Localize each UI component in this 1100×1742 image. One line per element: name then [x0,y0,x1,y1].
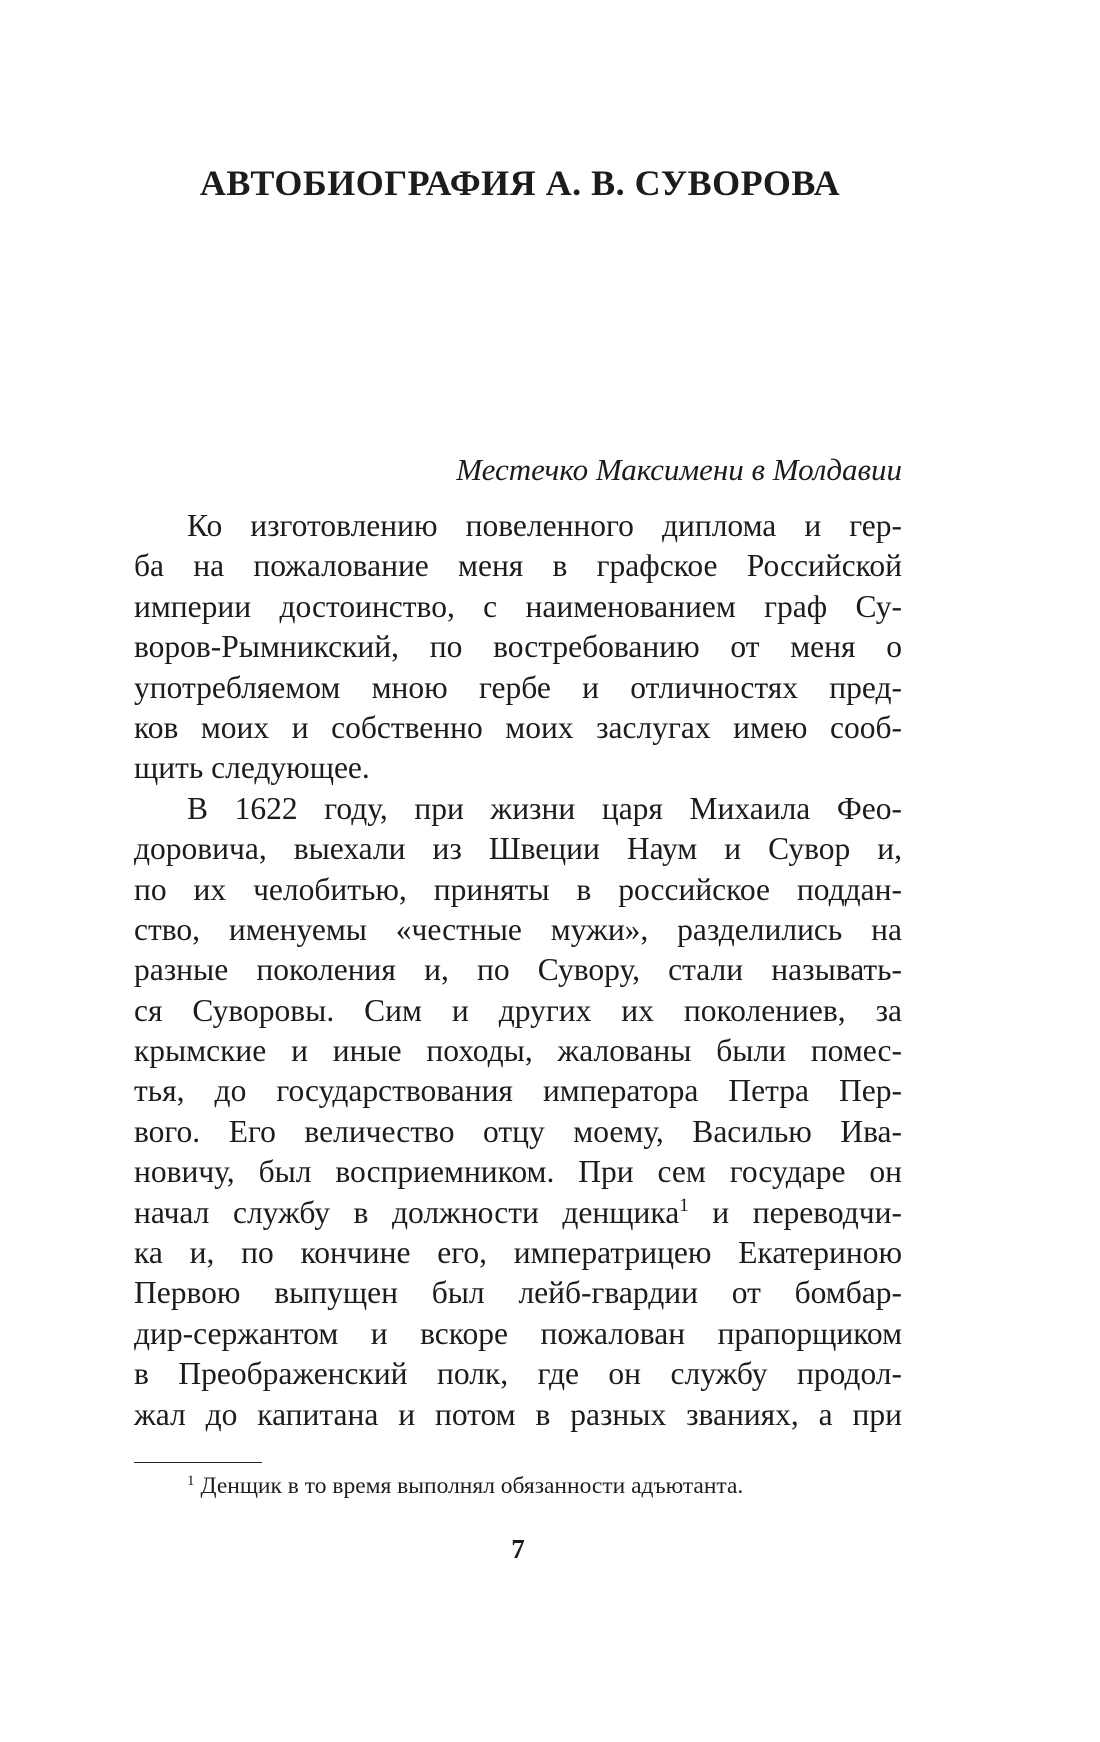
footnote-divider [134,1462,262,1463]
page-title: АВТОБИОГРАФИЯ А. В. СУВОРОВА [199,163,841,203]
text-line: империи достоинство, с наименованием граф Су- [134,588,902,624]
text-line: Ко изготовлению повеленного диплома и гер- [187,508,902,543]
footnote-marker[interactable]: 1 [679,1194,689,1216]
text-line: щить следующее. [134,750,370,786]
text-line: разные поколения и, по Сувору, стали называть- [134,952,902,988]
text-line: доровича, выехали из Швеции Наум и Сувор и, [134,831,902,867]
text-line: ков моих и собственно моих заслугах имею сооб- [134,709,902,745]
text-line: вого. Его величество отцу моему, Василью Ива- [134,1113,902,1149]
text-segment: начал службу в должности денщика [134,1194,680,1230]
footnote [187,1473,743,1500]
text-line: воров-Рымникский, по востребованию от меня о [134,629,902,665]
text-line: жал до капитана и потом в разных званиях, а при [134,1396,902,1432]
footnote-text: Денщик в то время выполнял обязанности адъютанта. [200,1473,744,1499]
text-line: тья, до государствования императора Петра Пер- [134,1073,902,1109]
text-line: ка и, по кончине его, императрицею Екатериною [134,1235,902,1271]
text-line-with-footnote [134,1193,902,1233]
text-line: по их челобитью, приняты в российское поддан- [134,871,902,907]
text-line: употребляемом мною гербе и отличностях пред- [134,669,902,705]
text-line: дир-сержантом и вскоре пожалован прапорщиком [134,1315,902,1351]
text-line: ся Суворовы. Сим и других их поколениев, за [134,992,902,1028]
text-line: Первою выпущен был лейб-гвардии от бомбар- [134,1275,902,1311]
text-line: новичу, был восприемником. При сем государе он [134,1154,902,1190]
location-epigraph: Местечко Максимени в Молдавии [456,452,902,487]
text-line: крымские и иные походы, жалованы были помес- [134,1033,902,1069]
text-line: в Преображенский полк, где он службу продол- [134,1356,902,1392]
text-segment: и переводчи- [688,1194,902,1230]
page-number: 7 [511,1534,525,1564]
text-line: В 1622 году, при жизни царя Михаила Фео- [187,790,902,826]
footnote-number: 1 [187,1473,195,1489]
text-line: ство, именуемы «честные мужи», разделились на [134,911,902,947]
text-line: ба на пожалование меня в графское Российской [134,548,902,584]
body-text [134,506,902,1435]
